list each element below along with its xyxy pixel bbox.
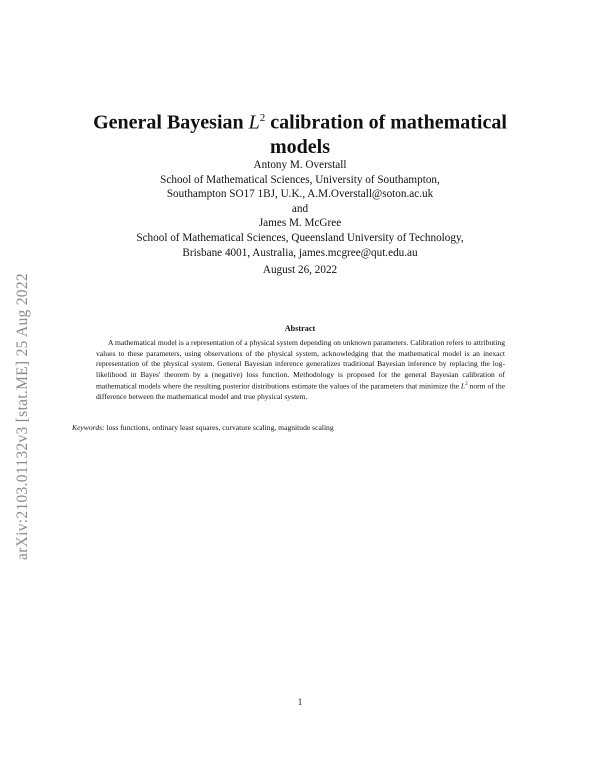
author-affiliation-2: School of Mathematical Sciences, Queensland University of Technology,	[136, 231, 464, 244]
author-address-2: Brisbane 4001, Australia, james.mcgree@qut.edu.au	[182, 246, 418, 259]
title-suffix: calibration of mathematical models	[265, 111, 507, 158]
keywords-text: loss functions, ordinary least squares, curvature scaling, magnitude scaling	[104, 423, 334, 432]
title-prefix: General Bayesian	[93, 111, 249, 134]
title-math-symbol: L	[248, 111, 260, 134]
paper-date: August 26, 2022	[262, 264, 338, 276]
abstract-math-superscript: 2	[465, 382, 468, 388]
paper-title	[70, 106, 530, 159]
title-math-superscript: 2	[259, 112, 266, 124]
page-number: 1	[297, 697, 303, 707]
abstract-heading: Abstract	[284, 324, 316, 333]
author-address-1: Southampton SO17 1BJ, U.K., A.M.Overstall@soton.ac.uk	[166, 188, 434, 201]
author-separator: and	[291, 202, 309, 215]
author-name-2: James M. McGree	[258, 217, 342, 230]
abstract-text-1: A mathematical model is a representation of a physical system depending on unknown parameters. Calibration refers to attributing values to these parameters, using observations of the physical system, acknowledging that the mathematical model is an inexact representation of the physical system. General Bayesian inference generalizes traditional Bayesian inference by replacing the log-likelihood in Bayes' theorem by a (negative) loss function. Methodology is proposed for the general Bayesian calibration of mathematical models where the resulting posterior distributions estimate the values of the parameters that minimize the	[96, 338, 505, 391]
keywords-line	[72, 423, 532, 434]
author-affiliation-1: School of Mathematical Sciences, University of Southampton,	[160, 173, 440, 186]
abstract-math-symbol: L	[460, 381, 466, 391]
author-name-1: Antony M. Overstall	[253, 159, 347, 171]
arxiv-identifier-stamp: arXiv:2103.01132v3 [stat.ME] 25 Aug 2022	[14, 273, 31, 560]
abstract-text-2: norm of the difference between the mathematical model and true physical system.	[96, 381, 506, 402]
abstract-body	[96, 338, 505, 403]
author-block	[80, 158, 520, 260]
keywords-label: Keywords:	[72, 423, 105, 432]
